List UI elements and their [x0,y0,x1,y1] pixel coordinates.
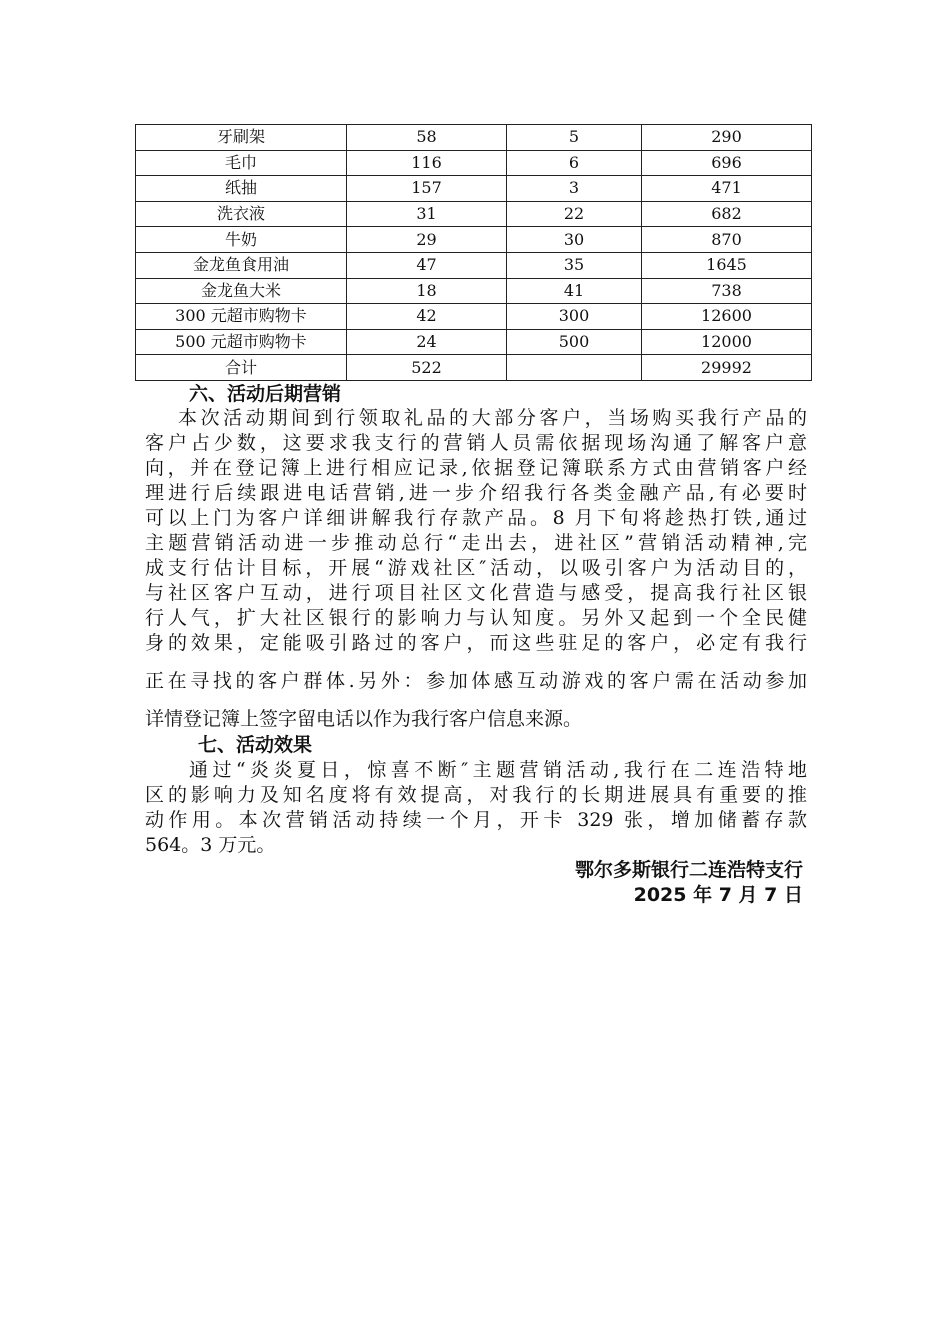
table-cell: 合计 [136,355,347,381]
section7-line: 区的影响力及知名度将有效提高，对我行的长期进展具有重要的推 [145,784,807,806]
gift-cost-table [135,124,812,381]
table-cell: 471 [642,176,812,202]
table-row [136,176,812,202]
table-cell: 116 [347,150,507,176]
table-row [136,355,812,381]
section7-line: 通过“炎炎夏日，惊喜不断″主题营销活动,我行在二连浩特地 [189,759,807,781]
section6-line: 行人气，扩大社区银行的影响力与认知度。另外又起到一个全民健 [145,607,807,629]
table-cell: 738 [642,278,812,304]
table-cell: 47 [347,252,507,278]
signature-date: 2025 年 7 月 7 日 [633,884,803,906]
table-cell: 29 [347,227,507,253]
table-cell: 58 [347,125,507,151]
table-row [136,304,812,330]
section7-line: 动作用。本次营销活动持续一个月，开卡 329 张，增加储蓄存款 [145,809,807,831]
table-cell [507,355,642,381]
table-cell: 696 [642,150,812,176]
table-cell: 500 [507,329,642,355]
table-cell: 522 [347,355,507,381]
table-cell: 6 [507,150,642,176]
section6-line: 理进行后续跟进电话营销,进一步介绍我行各类金融产品,有必要时 [145,482,807,504]
section6-line: 主题营销活动进一步推动总行“走出去，进社区”营销活动精神,完 [145,532,807,554]
table-cell: 金龙鱼食用油 [136,252,347,278]
table-cell: 金龙鱼大米 [136,278,347,304]
section6-line: 客户占少数，这要求我支行的营销人员需依据现场沟通了解客户意 [145,432,807,454]
table-row [136,278,812,304]
table-cell: 5 [507,125,642,151]
table-cell: 18 [347,278,507,304]
table-row [136,201,812,227]
section6-line: 详情登记簿上签字留电话以作为我行客户信息来源。 [145,708,583,730]
table-cell: 500 元超市购物卡 [136,329,347,355]
section6-line: 与社区客户互动，进行项目社区文化营造与感受，提高我行社区银 [145,582,807,604]
table-row [136,125,812,151]
table-cell: 157 [347,176,507,202]
table-cell: 洗衣液 [136,201,347,227]
table-row [136,150,812,176]
table-cell: 35 [507,252,642,278]
table-cell: 22 [507,201,642,227]
table-cell: 31 [347,201,507,227]
table-cell: 300 元超市购物卡 [136,304,347,330]
table-cell: 300 [507,304,642,330]
table-cell: 682 [642,201,812,227]
signature-org: 鄂尔多斯银行二连浩特支行 [574,859,803,881]
section6-heading: 六、活动后期营销 [189,383,342,405]
table-cell: 牙刷架 [136,125,347,151]
table-row [136,252,812,278]
section6-line: 向，并在登记簿上进行相应记录,依据登记簿联系方式由营销客户经 [145,457,807,479]
section7-heading: 七、活动效果 [198,734,313,756]
table-cell: 牛奶 [136,227,347,253]
table-cell: 41 [507,278,642,304]
table-cell: 30 [507,227,642,253]
table-cell: 42 [347,304,507,330]
table-cell: 纸抽 [136,176,347,202]
table-cell: 12600 [642,304,812,330]
section6-line: 身的效果，定能吸引路过的客户，而这些驻足的客户，必定有我行 [145,632,807,654]
section6-line: 成支行估计目标，开展“游戏社区″活动，以吸引客户为活动目的， [145,557,807,579]
table-cell: 29992 [642,355,812,381]
table-cell: 12000 [642,329,812,355]
table-cell: 1645 [642,252,812,278]
section7-line: 564。3 万元。 [145,834,276,856]
table-cell: 290 [642,125,812,151]
table-row [136,227,812,253]
section6-line: 正在寻找的客户群体.另外：参加体感互动游戏的客户需在活动参加 [145,670,807,692]
table-cell: 毛巾 [136,150,347,176]
table-cell: 24 [347,329,507,355]
section6-line: 本次活动期间到行领取礼品的大部分客户，当场购买我行产品的 [178,407,807,429]
section6-line: 可以上门为客户详细讲解我行存款产品。8 月下旬将趁热打铁,通过 [145,507,807,529]
table-row [136,329,812,355]
table-cell: 3 [507,176,642,202]
table-cell: 870 [642,227,812,253]
